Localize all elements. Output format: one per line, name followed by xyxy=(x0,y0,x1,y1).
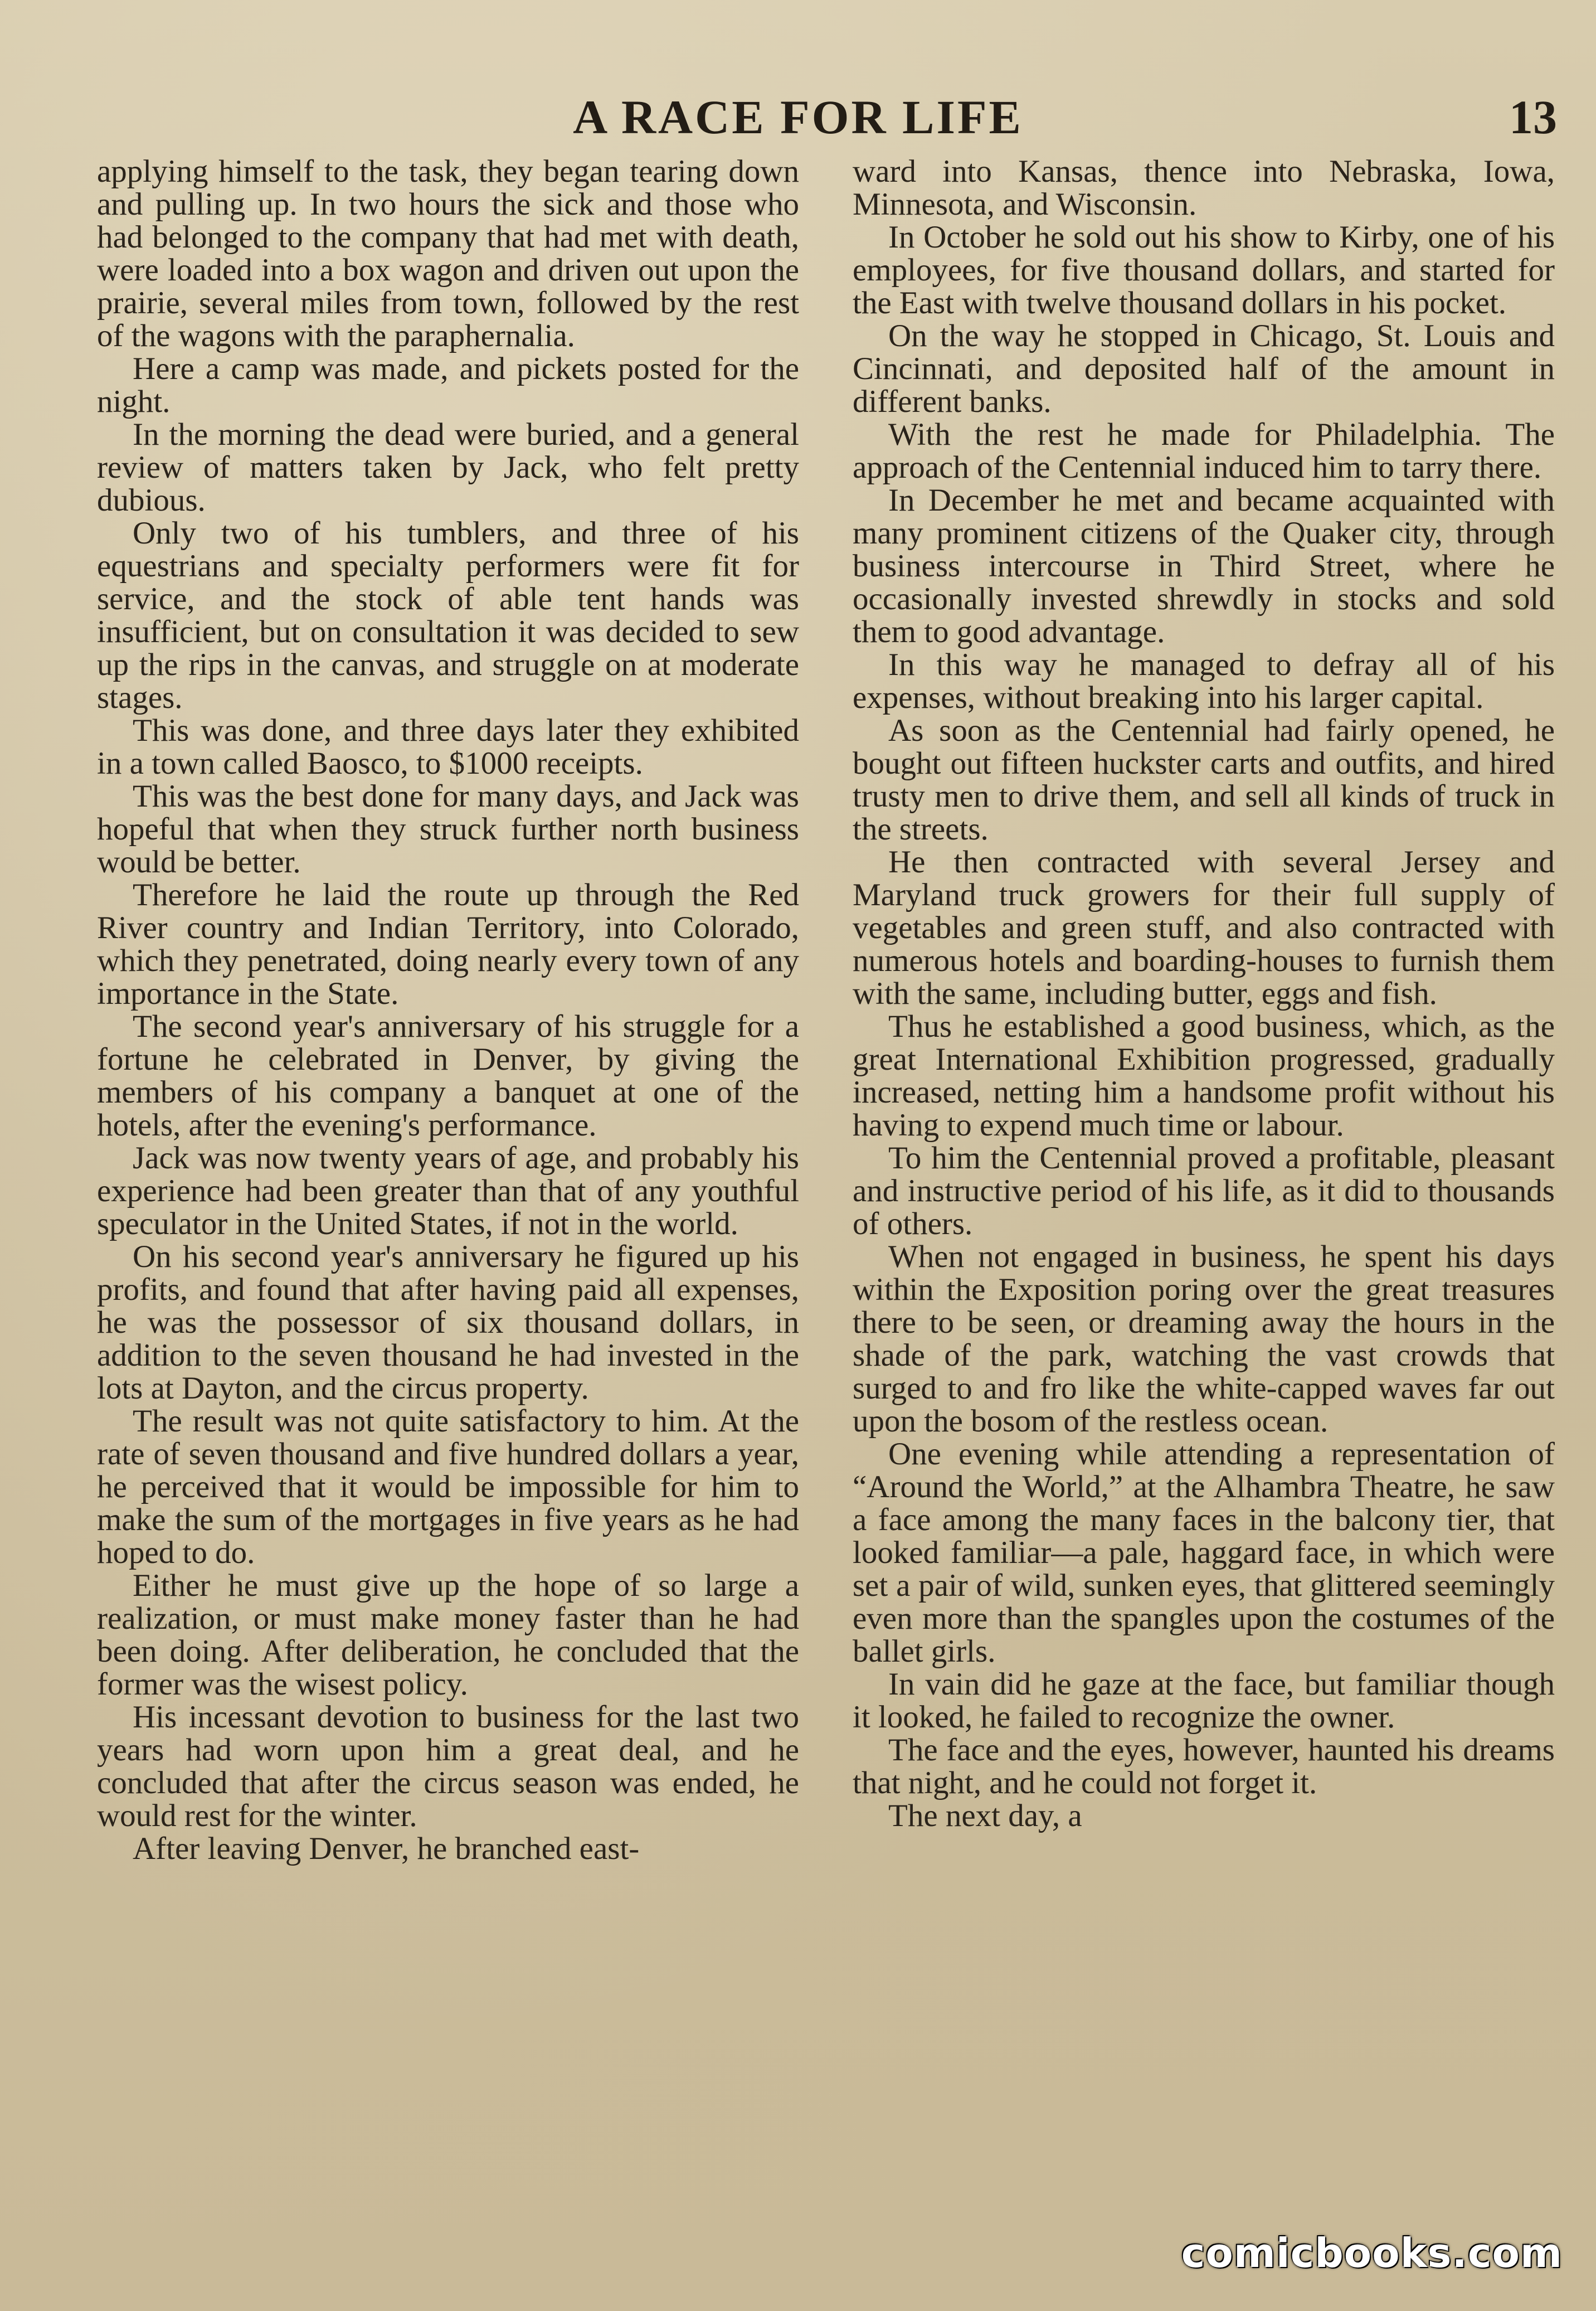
paragraph: In vain did he gaze at the face, but familiar though it looked, he failed to recognize the owner. xyxy=(853,1667,1555,1735)
paragraph: This was done, and three days later they exhibited in a town called Baosco, to $1000 receipts. xyxy=(97,713,799,781)
right-column xyxy=(853,155,1555,1832)
paragraph: In December he met and became acquainted with many prominent citizens of the Quaker city, through business intercourse in Third Street, where he occasionally invested shrewdly in stocks and sold them to good advantage. xyxy=(853,483,1555,649)
paragraph: Only two of his tumblers, and three of his equestrians and specialty performers were fit for service, and the stock of able tent hands was insufficient, but on consultation it was decided to sew up the rips in the canvas, and struggle on at moderate stages. xyxy=(97,516,799,715)
paragraph-continuation: ward into Kansas, thence into Nebraska, Iowa, Minnesota, and Wisconsin. xyxy=(853,154,1555,222)
paragraph: The next day, a xyxy=(888,1798,1082,1833)
paragraph: This was the best done for many days, and Jack was hopeful that when they struck further north business would be better. xyxy=(97,779,799,880)
paragraph: On the way he stopped in Chicago, St. Louis and Cincinnati, and deposited half of the amount in different banks. xyxy=(853,318,1555,419)
paragraph: applying himself to the task, they began tearing down and pulling up. In two hours the sick and those who had belonged to the company that had met with death, were loaded into a box wagon and driven out upon the prairie, several miles from town, followed by the rest of the wagons with the paraphernalia. xyxy=(97,154,799,353)
paragraph: When not engaged in business, he spent his days within the Exposition poring over the great treasures there to be seen, or dreaming away the hours in the shade of the park, watching the vast crowds that surged to and fro like the white-capped waves far out upon the bosom of the restless ocean. xyxy=(853,1239,1555,1439)
paragraph: Jack was now twenty years of age, and probably his experience had been greater than that of any youthful speculator in the United States, if not in the world. xyxy=(97,1140,799,1241)
page-header xyxy=(0,84,1596,150)
paragraph: In the morning the dead were buried, and a general review of matters taken by Jack, who felt pretty dubious. xyxy=(97,417,799,518)
paragraph: To him the Centennial proved a profitable, pleasant and instructive period of his life, as it did to thousands of others. xyxy=(853,1140,1555,1241)
paragraph: He then contracted with several Jersey and Maryland truck growers for their full supply of vegetables and green stuff, and also contracted with numerous hotels and boarding-houses to furnish them with the same, including butter, eggs and fish. xyxy=(853,844,1555,1011)
paragraph: The result was not quite satisfactory to him. At the rate of seven thousand and five hundred dollars a year, he perceived that it would be impossible for him to make the sum of the mortgages in five years as he had hoped to do. xyxy=(97,1404,799,1570)
paragraph: After leaving Denver, he branched east- xyxy=(133,1831,640,1866)
paragraph: The face and the eyes, however, haunted his dreams that night, and he could not forget it. xyxy=(853,1732,1555,1800)
paragraph: As soon as the Centennial had fairly opened, he bought out fifteen huckster carts and outfits, and hired trusty men to drive them, and sell all kinds of truck in the streets. xyxy=(853,713,1555,847)
paragraph: His incessant devotion to business for the last two years had worn upon him a great deal, and he concluded that after the circus season was ended, he would rest for the winter. xyxy=(97,1700,799,1833)
paragraph: Therefore he laid the route up through the Red River country and Indian Territory, into Colorado, which they penetrated, doing nearly every town of any importance in the State. xyxy=(97,877,799,1011)
left-column xyxy=(97,155,799,1865)
paragraph: The second year's anniversary of his struggle for a fortune he celebrated in Denver, by giving the members of his company a banquet at one of the hotels, after the evening's performance. xyxy=(97,1009,799,1143)
running-title: A RACE FOR LIFE xyxy=(573,90,1023,144)
paragraph: With the rest he made for Philadelphia. The approach of the Centennial induced him to tarry there. xyxy=(853,417,1555,485)
paragraph: In October he sold out his show to Kirby, one of his employees, for five thousand dollars, and started for the East with twelve thousand dollars in his pocket. xyxy=(853,220,1555,321)
page-number: 13 xyxy=(1509,90,1557,144)
paragraph: In this way he managed to defray all of his expenses, without breaking into his larger capital. xyxy=(853,647,1555,715)
paragraph: Thus he established a good business, which, as the great International Exhibition progressed, gradually increased, netting him a handsome profit without his having to expend much time or labour. xyxy=(853,1009,1555,1143)
site-watermark: comicbooks.com xyxy=(1181,2230,1563,2276)
paragraph: On his second year's anniversary he figured up his profits, and found that after having paid all expenses, he was the possessor of six thousand dollars, in addition to the seven thousand he had invested in the lots at Dayton, and the circus property. xyxy=(97,1239,799,1406)
paragraph: Either he must give up the hope of so large a realization, or must make money faster than he had been doing. After deliberation, he concluded that the former was the wisest policy. xyxy=(97,1568,799,1702)
paragraph: Here a camp was made, and pickets posted for the night. xyxy=(97,351,799,419)
paragraph: One evening while attending a representation of “Around the World,” at the Alhambra Theatre, he saw a face among the many faces in the balcony tier, that looked familiar—a pale, haggard face, in which were set a pair of wild, sunken eyes, that glittered seemingly even more than the spangles upon the costumes of the ballet girls. xyxy=(853,1436,1555,1669)
